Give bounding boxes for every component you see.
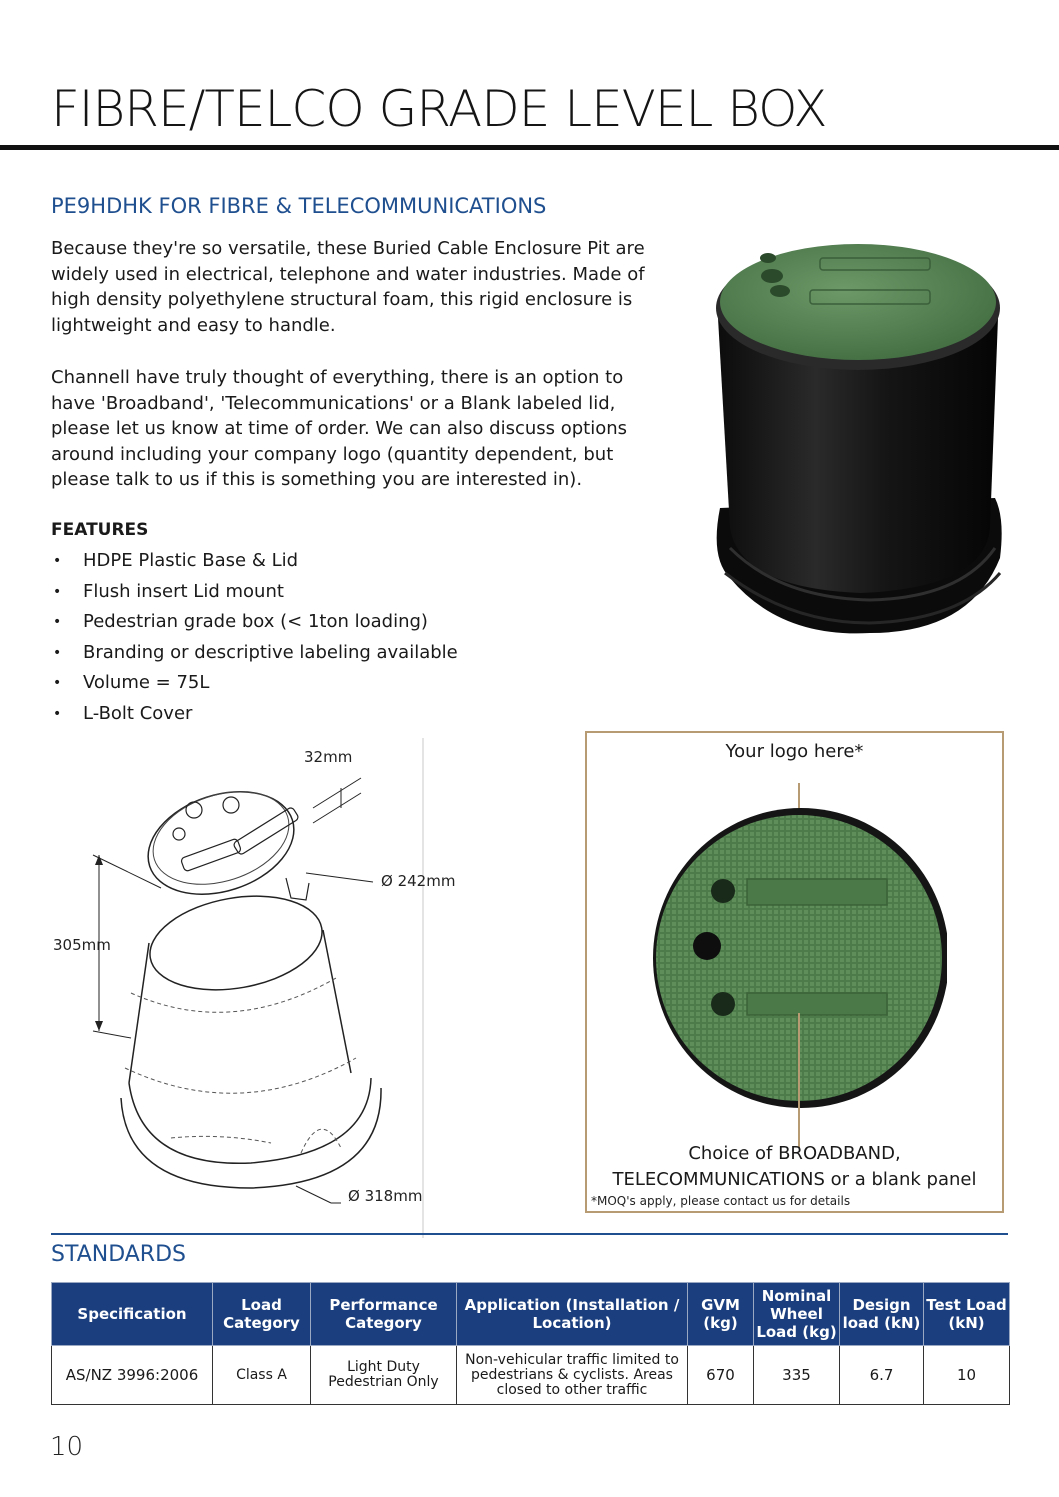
- moq-footnote: *MOQ's apply, please contact us for details: [591, 1194, 851, 1208]
- table-cell: 10: [924, 1346, 1010, 1405]
- feature-item: • Pedestrian grade box (< 1ton loading): [51, 607, 458, 638]
- title-rule: [0, 145, 1059, 150]
- lid-diameter-label: Ø 242mm: [381, 872, 456, 890]
- feature-item: • Branding or descriptive labeling available: [51, 638, 458, 669]
- options-paragraph: Channell have truly thought of everything, there is an option to have 'Broadband', 'Telecommunications' or a Blank labeled lid, please let us know at time of order. We can also discuss options around including your company logo (quantity dependent, but please talk to us if this is something you are interested in).: [51, 367, 628, 490]
- table-cell: AS/NZ 3996:2006: [52, 1346, 213, 1405]
- lid-thickness-label: 32mm: [304, 748, 353, 766]
- height-label: 305mm: [53, 936, 111, 954]
- product-subheading: PE9HDHK FOR FIBRE & TELECOMMUNICATIONS: [51, 194, 547, 218]
- features-list: [51, 546, 458, 730]
- table-cell: Light Duty Pedestrian Only: [311, 1346, 457, 1405]
- table-cell: 6.7: [840, 1346, 924, 1405]
- intro-paragraph: Because they're so versatile, these Buried Cable Enclosure Pit are widely used in electrical, telephone and water industries. Made of high density polyethylene structural foam, this rigid enclosure is lightweight and easy to handle.: [51, 238, 645, 336]
- column-header: Load Category: [213, 1283, 311, 1346]
- features-heading: FEATURES: [51, 520, 149, 540]
- logo-panel: [585, 731, 1004, 1213]
- page-title: FIBRE/TELCO GRADE LEVEL BOX: [51, 80, 827, 138]
- table-row: [52, 1346, 1010, 1405]
- feature-item: • Flush insert Lid mount: [51, 577, 458, 608]
- feature-item: • HDPE Plastic Base & Lid: [51, 546, 458, 577]
- lid-top-view: [647, 783, 947, 1153]
- page-number: 10: [50, 1432, 84, 1462]
- table-cell: Non-vehicular traffic limited to pedestrians & cyclists. Areas closed to other traffic: [457, 1346, 688, 1405]
- standards-heading: STANDARDS: [51, 1242, 186, 1267]
- column-header: Application (Installation / Location): [457, 1283, 688, 1346]
- logo-panel-title: Your logo here*: [725, 741, 864, 762]
- column-header: Test Load (kN): [924, 1283, 1010, 1346]
- product-photo: [700, 228, 1010, 648]
- panel-choice-line-1: Choice of BROADBAND,: [688, 1143, 901, 1164]
- table-cell: 335: [754, 1346, 840, 1405]
- table-cell: Class A: [213, 1346, 311, 1405]
- technical-diagram: [51, 738, 431, 1238]
- table-header-row: [52, 1283, 1010, 1346]
- panel-choice-line-2: TELECOMMUNICATIONS or a blank panel: [612, 1169, 977, 1190]
- feature-item: • Volume = 75L: [51, 668, 458, 699]
- column-header: Performance Category: [311, 1283, 457, 1346]
- column-header: Design load (kN): [840, 1283, 924, 1346]
- table-cell: 670: [688, 1346, 754, 1405]
- column-header: Nominal Wheel Load (kg): [754, 1283, 840, 1346]
- feature-item: • L-Bolt Cover: [51, 699, 458, 730]
- column-header: GVM (kg): [688, 1283, 754, 1346]
- standards-rule: [51, 1233, 1008, 1235]
- base-diameter-label: Ø 318mm: [348, 1187, 423, 1205]
- column-header: Specification: [52, 1283, 213, 1346]
- standards-table: [51, 1282, 1010, 1405]
